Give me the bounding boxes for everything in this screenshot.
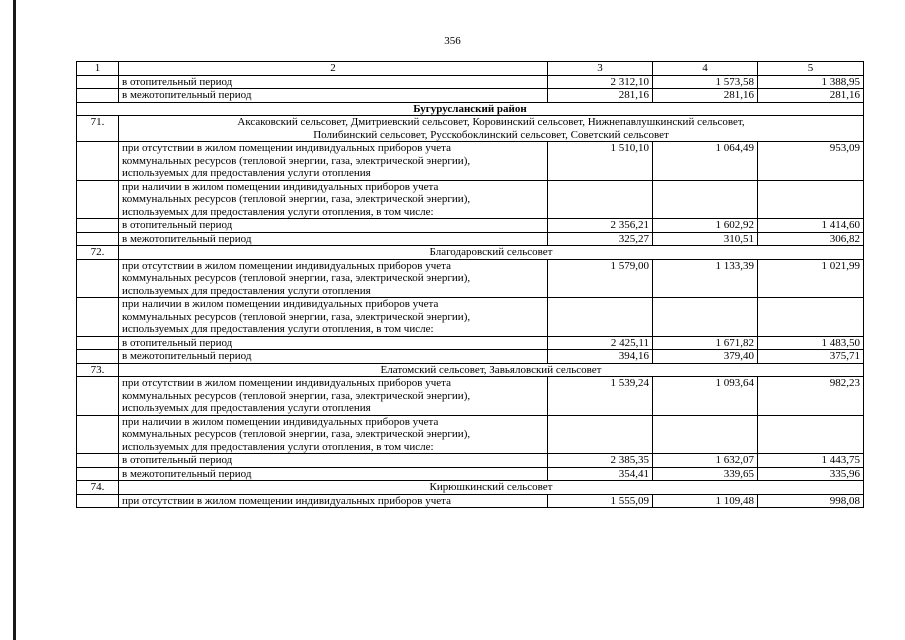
blank-cell [548,298,653,337]
value-col-3: 2 356,21 [548,219,653,233]
value-col-5: 1 483,50 [758,336,864,350]
group-title-row [77,246,864,260]
value-col-4: 339,65 [653,467,758,481]
value-col-3: 354,41 [548,467,653,481]
row-off-heating-period [77,467,864,481]
value-col-3: 2 425,11 [548,336,653,350]
blank-cell [77,350,119,364]
row-label: в межотопительный период [119,350,548,364]
row-label: при наличии в жилом помещении индивидуальных приборов учета коммунальных ресурсов (тепловой энергии, газа, электрической энергии), используемых для предоставления услуги отопления, в том числе: [119,415,548,454]
district-title: Бугурусланский район [77,102,864,116]
table-row [77,89,864,103]
blank-cell [758,180,864,219]
header-col-3: 3 [548,62,653,76]
group-title-row [77,116,864,142]
blank-cell [77,377,119,416]
blank-cell [77,219,119,233]
row-present-meters [77,415,864,454]
value-col-3: 1 510,10 [548,142,653,181]
row-label: в межотопительный период [119,467,548,481]
header-col-5: 5 [758,62,864,76]
blank-cell [758,298,864,337]
blank-cell [77,336,119,350]
row-label: при наличии в жилом помещении индивидуальных приборов учета коммунальных ресурсов (тепловой энергии, газа, электрической энергии), используемых для предоставления услуги отопления, в том числе: [119,180,548,219]
value-col-3: 325,27 [548,232,653,246]
row-label: при отсутствии в жилом помещении индивидуальных приборов учета коммунальных ресурсов (тепловой энергии, газа, электрической энергии), используемых для предоставления услуги отопления [119,142,548,181]
group-title: Благодаровский сельсовет [119,246,864,260]
row-off-heating-period [77,232,864,246]
row-absent-meters [77,377,864,416]
row-label: при отсутствии в жилом помещении индивидуальных приборов учета коммунальных ресурсов (тепловой энергии, газа, электрической энергии), используемых для предоставления услуги отопления [119,377,548,416]
row-absent-meters [77,142,864,181]
district-row [77,102,864,116]
group-number: 74. [77,481,119,495]
value-col-4: 310,51 [653,232,758,246]
row-present-meters [77,180,864,219]
value-col-4: 1 671,82 [653,336,758,350]
group-number: 72. [77,246,119,260]
row-present-meters [77,298,864,337]
page-number: 356 [444,35,461,47]
blank-cell [653,415,758,454]
tariff-table [76,61,864,508]
value-col-4: 1 093,64 [653,377,758,416]
blank-cell [548,180,653,219]
row-label: при отсутствии в жилом помещении индивидуальных приборов учета [119,494,548,508]
row-heating-period [77,336,864,350]
row-label: в межотопительный период [119,232,548,246]
value-col-4: 1 632,07 [653,454,758,468]
row-heating-period [77,219,864,233]
value-col-4: 281,16 [653,89,758,103]
row-label: при отсутствии в жилом помещении индивидуальных приборов учета коммунальных ресурсов (тепловой энергии, газа, электрической энергии), используемых для предоставления услуги отопления [119,259,548,298]
group-title-row [77,481,864,495]
header-col-4: 4 [653,62,758,76]
group-title: Аксаковский сельсовет, Дмитриевский сельсовет, Коровинский сельсовет, Нижнепавлушкинский сельсовет, Полибинский сельсовет, Русскобоклинский сельсовет, Советский сельсовет [119,116,864,142]
table-row [77,75,864,89]
blank-cell [77,454,119,468]
value-col-5: 1 443,75 [758,454,864,468]
row-label: в отопительный период [119,75,548,89]
blank-cell [548,415,653,454]
row-label: в отопительный период [119,336,548,350]
value-col-5: 335,96 [758,467,864,481]
header-row [77,62,864,76]
blank-cell [77,298,119,337]
value-col-4: 1 109,48 [653,494,758,508]
value-col-5: 306,82 [758,232,864,246]
blank-cell [77,467,119,481]
value-col-3: 1 539,24 [548,377,653,416]
value-col-4: 379,40 [653,350,758,364]
group-title-row [77,363,864,377]
header-col-1: 1 [77,62,119,76]
value-col-4: 1 573,58 [653,75,758,89]
blank-cell [653,298,758,337]
blank-cell [77,259,119,298]
blank-cell [77,180,119,219]
row-label: в межотопительный период [119,89,548,103]
blank-cell [77,232,119,246]
row-label: в отопительный период [119,219,548,233]
row-heating-period [77,454,864,468]
blank-cell [77,142,119,181]
value-col-3: 1 555,09 [548,494,653,508]
group-number: 71. [77,116,119,142]
blank-cell [653,180,758,219]
value-col-5: 982,23 [758,377,864,416]
blank-cell [77,415,119,454]
value-col-3: 1 579,00 [548,259,653,298]
value-col-5: 1 414,60 [758,219,864,233]
group-number: 73. [77,363,119,377]
group-title: Елатомский сельсовет, Завьяловский сельсовет [119,363,864,377]
scan-edge-bar [13,0,16,640]
value-col-3: 2 385,35 [548,454,653,468]
value-col-5: 281,16 [758,89,864,103]
value-col-5: 1 021,99 [758,259,864,298]
row-absent-meters [77,494,864,508]
value-col-3: 281,16 [548,89,653,103]
blank-cell [77,494,119,508]
group-title: Кирюшкинский сельсовет [119,481,864,495]
row-label: при наличии в жилом помещении индивидуальных приборов учета коммунальных ресурсов (тепловой энергии, газа, электрической энергии), используемых для предоставления услуги отопления, в том числе: [119,298,548,337]
value-col-4: 1 133,39 [653,259,758,298]
row-label: в отопительный период [119,454,548,468]
value-col-3: 2 312,10 [548,75,653,89]
value-col-5: 375,71 [758,350,864,364]
table-body [77,62,864,508]
value-col-5: 998,08 [758,494,864,508]
row-off-heating-period [77,350,864,364]
value-col-5: 1 388,95 [758,75,864,89]
value-col-3: 394,16 [548,350,653,364]
value-col-4: 1 602,92 [653,219,758,233]
row-absent-meters [77,259,864,298]
blank-cell [758,415,864,454]
value-col-5: 953,09 [758,142,864,181]
header-col-2: 2 [119,62,548,76]
value-col-4: 1 064,49 [653,142,758,181]
